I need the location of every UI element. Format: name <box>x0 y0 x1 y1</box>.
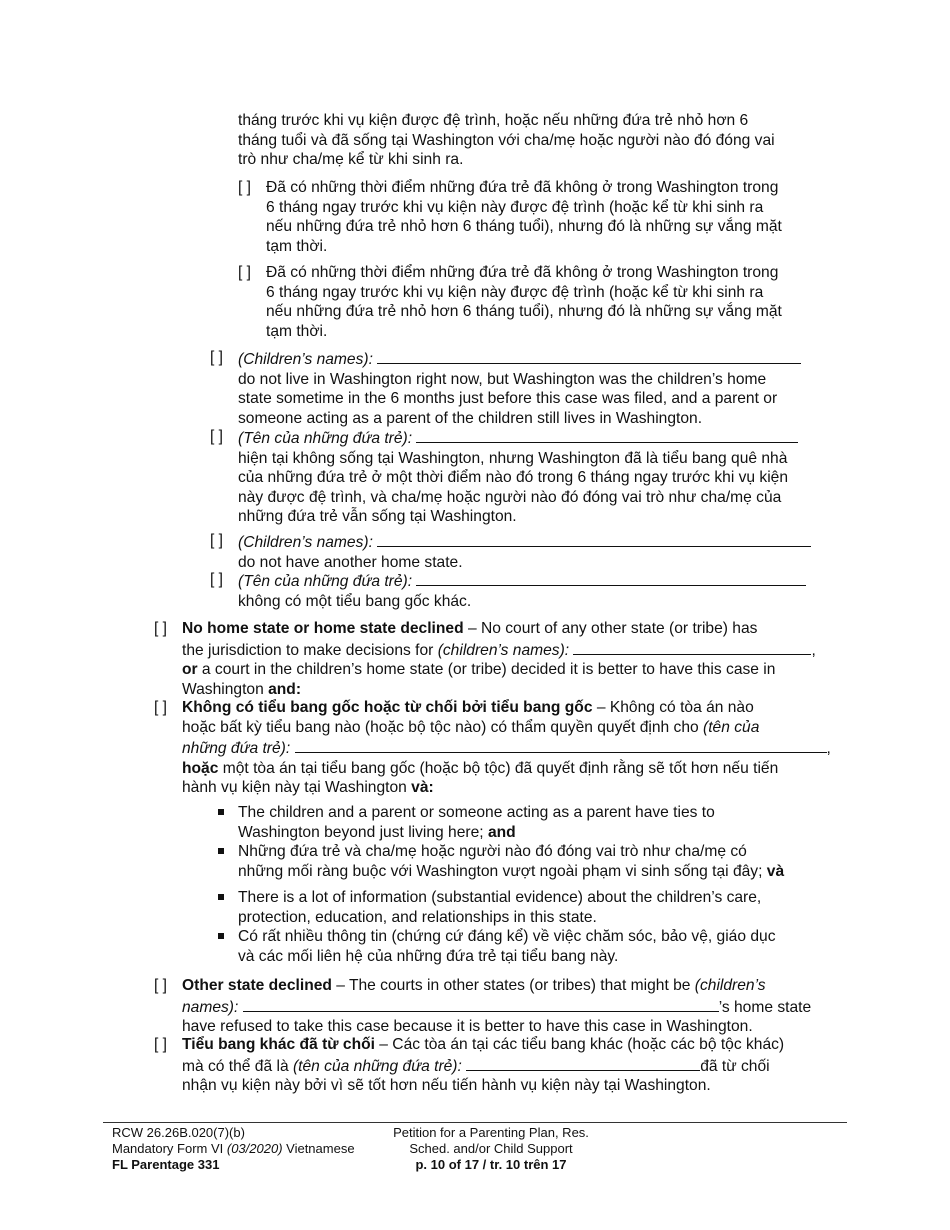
text-line: do not live in Washington right now, but Washington was the children’s home <box>238 370 767 388</box>
text-line: have refused to take this case because it is better to have this case in Washington. <box>182 1018 753 1035</box>
no-home-state-en-checkbox[interactable]: [ ] <box>154 620 167 637</box>
text-line: tạm thời. <box>266 237 328 255</box>
text-line: Những đứa trẻ và cha/mẹ hoặc người nào đó đóng vai trò như cha/mẹ có <box>238 843 747 860</box>
footer-center <box>360 1125 622 1173</box>
children-names-field[interactable] <box>573 639 811 655</box>
text-run: – No court of any other state (or tribe) has <box>463 620 758 637</box>
children-names-field[interactable] <box>466 1055 700 1071</box>
section-title: Tiểu bang khác đã từ chối <box>182 1036 375 1053</box>
text-run: Washington beyond just living here; <box>238 823 488 841</box>
text-run: và: <box>411 779 434 796</box>
no-home-state-en: No home state or home state declined – No court of any other state (or tribe) has the jurisdiction to make decisions for (children’s names): , or a court in the children’s home state (or tribe) decided it is better to have this case in Washington and: <box>182 620 816 698</box>
children-names-label: (children’s names): <box>437 641 570 659</box>
bullet-icon <box>218 809 224 815</box>
text-line: do not have another home state. <box>238 553 463 571</box>
text-run: and <box>487 823 516 841</box>
bullet-icon <box>218 933 224 939</box>
no-home-state-vi: Không có tiểu bang gốc hoặc từ chối bởi tiểu bang gốc – Không có tòa án nào hoặc bất kỳ tiểu bang nào (hoặc bộ tộc nào) có thẩm quyền quyết định cho (tên của những đứa trẻ): , hoặc một tòa án tại tiểu bang gốc (hoặc bộ tộc) đã quyết định rằng sẽ tốt hơn nếu tiến hành vụ kiện này tại Washington và: <box>182 699 831 796</box>
text-line: tạm thời. <box>266 322 328 340</box>
home-state-en-checkbox[interactable]: [ ] <box>210 349 223 366</box>
footer-rcw: RCW 26.26B.020(7)(b) <box>112 1125 245 1140</box>
children-names-field[interactable] <box>295 737 827 753</box>
text-run: (tên của <box>703 718 760 736</box>
bullet-4 <box>238 927 776 966</box>
section-title: Other state declined <box>182 977 332 994</box>
text-run: – Không có tòa án nào <box>592 699 754 716</box>
text-run: Vietnamese <box>282 1141 355 1156</box>
text-run: hoặc bất kỳ tiểu bang nào (hoặc bộ tộc nào) có thẩm quyền quyết định cho <box>182 718 704 736</box>
no-other-vi-checkbox[interactable]: [ ] <box>210 571 223 588</box>
text-line: The children and a parent or someone acting as a parent have ties to <box>238 804 715 821</box>
no-other-vi <box>238 570 838 611</box>
absence-2-checkbox[interactable]: [ ] <box>238 264 251 281</box>
absence-1-checkbox[interactable]: [ ] <box>238 179 251 196</box>
bullet-2 <box>238 842 784 881</box>
text-run: – Các tòa án tại các tiểu bang khác (hoặc các bộ tộc khác) <box>374 1036 785 1053</box>
text-run: và <box>766 862 785 880</box>
children-names-field[interactable] <box>243 996 719 1012</box>
intro-paragraph <box>238 111 775 170</box>
absence-2-text <box>266 263 782 341</box>
text-line: những đứa trẻ vẫn sống tại Washington. <box>238 508 517 525</box>
bullet-1 <box>238 803 715 842</box>
text-run: the jurisdiction to make decisions for <box>182 641 438 659</box>
children-names-field[interactable] <box>377 348 801 364</box>
footer-title-2: Sched. and/or Child Support <box>409 1141 573 1156</box>
text-line: tháng tuổi và đã sống tại Washington với cha/mẹ hoặc người nào đó đóng vai <box>238 131 775 149</box>
bullet-3 <box>238 888 761 927</box>
text-line: không có một tiểu bang gốc khác. <box>238 592 472 610</box>
section-title: No home state or home state declined <box>182 620 464 637</box>
other-state-declined-en <box>182 976 852 1037</box>
absence-1-text <box>266 178 782 256</box>
text-line: 6 tháng ngay trước khi vụ kiện này được đệ trình (hoặc kể từ khi sinh ra <box>266 283 764 301</box>
footer-left <box>112 1125 355 1173</box>
home-state-vi <box>238 427 848 527</box>
text-line: hiện tại không sống tại Washington, nhưng Washington đã là tiểu bang quê nhà <box>238 449 788 467</box>
home-state-en <box>238 348 838 428</box>
other-state-declined-vi <box>182 1035 852 1096</box>
text-line: There is a lot of information (substantial evidence) about the children’s care, <box>238 889 762 906</box>
children-names-label: (tên của những đứa trẻ): <box>292 1057 462 1075</box>
text-line: Đã có những thời điểm những đứa trẻ đã không ở trong Washington trong <box>266 179 779 196</box>
text-run: a court in the children’s home state (or tribe) decided it is better to have this case in <box>197 661 776 678</box>
text-run: – The courts in other states (or tribes) that might be <box>331 977 695 994</box>
text-run: Mandatory Form VI <box>112 1141 227 1156</box>
footer-title-1: Petition for a Parenting Plan, Res. <box>393 1125 589 1140</box>
text-run: hành vụ kiện này tại Washington <box>182 779 412 796</box>
children-names-field[interactable] <box>416 570 806 586</box>
children-names-label: (Tên của những đứa trẻ): <box>238 573 413 590</box>
other-state-vi-checkbox[interactable]: [ ] <box>154 1036 167 1053</box>
children-names-label: những đứa trẻ): <box>182 740 291 757</box>
section-title: Không có tiểu bang gốc hoặc từ chối bởi tiểu bang gốc <box>182 699 593 716</box>
children-names-label: (Children’s names): <box>238 534 373 551</box>
text-run: đã từ chối <box>700 1057 770 1075</box>
text-line: này được đệ trình, và cha/mẹ hoặc người nào đó đóng vai trò như cha/mẹ của <box>238 488 782 506</box>
children-names-field[interactable] <box>416 427 798 443</box>
text-run: hoặc <box>182 759 219 777</box>
text-run: một tòa án tại tiểu bang gốc (hoặc bộ tộc) đã quyết định rằng sẽ tốt hơn nếu tiến <box>218 759 779 777</box>
text-run: (03/2020) <box>226 1141 283 1156</box>
children-names-label: (Children’s names): <box>238 351 373 368</box>
text-run: or <box>182 661 198 678</box>
bullet-icon <box>218 848 224 854</box>
text-line: 6 tháng ngay trước khi vụ kiện này được đệ trình (hoặc kể từ khi sinh ra <box>266 198 764 216</box>
no-home-state-vi-checkbox[interactable]: [ ] <box>154 699 167 716</box>
footer-divider <box>103 1122 847 1123</box>
text-run: ’s home state <box>718 998 812 1016</box>
no-other-en-checkbox[interactable]: [ ] <box>210 532 223 549</box>
footer-form-id: FL Parentage 331 <box>112 1157 220 1172</box>
page-number: p. 10 of 17 / tr. 10 trên 17 <box>415 1157 567 1172</box>
text-line: protection, education, and relationships in this state. <box>238 908 597 926</box>
no-other-en <box>238 531 838 572</box>
other-state-en-checkbox[interactable]: [ ] <box>154 977 167 994</box>
text-run: (children’s <box>694 977 766 994</box>
bullet-icon <box>218 894 224 900</box>
text-line: nếu những đứa trẻ nhỏ hơn 6 tháng tuổi), nhưng đó là những sự vắng mặt <box>266 218 782 235</box>
text-line: nếu những đứa trẻ nhỏ hơn 6 tháng tuổi), nhưng đó là những sự vắng mặt <box>266 303 782 320</box>
text-run: những mối ràng buộc với Washington vượt ngoài phạm vi sinh sống tại đây; <box>238 862 767 880</box>
text-line: trò như cha/mẹ kể từ khi sinh ra. <box>238 151 464 168</box>
text-line: state sometime in the 6 months just before this case was filed, and a parent or <box>238 390 778 407</box>
text-line: Đã có những thời điểm những đứa trẻ đã không ở trong Washington trong <box>266 264 779 281</box>
text-line: tháng trước khi vụ kiện được đệ trình, hoặc nếu những đứa trẻ nhỏ hơn 6 <box>238 112 749 129</box>
text-run: and: <box>268 680 302 698</box>
text-line: và các mối liên hệ của những đứa trẻ tại tiểu bang này. <box>238 947 619 965</box>
text-line: nhận vụ kiện này bởi vì sẽ tốt hơn nếu tiến hành vụ kiện này tại Washington. <box>182 1077 711 1094</box>
text-line: của những đứa trẻ ở một thời điểm nào đó trong 6 tháng ngay trước khi vụ kiện <box>238 469 789 486</box>
text-line: Có rất nhiều thông tin (chứng cứ đáng kể) về việc chăm sóc, bảo vệ, giáo dục <box>238 928 776 945</box>
text-run: mà có thể đã là <box>182 1057 293 1075</box>
children-names-field[interactable] <box>377 531 811 547</box>
children-names-label: (Tên của những đứa trẻ): <box>238 430 413 447</box>
text-line: someone acting as a parent of the children still lives in Washington. <box>238 409 703 427</box>
children-names-label: names): <box>182 998 239 1016</box>
home-state-vi-checkbox[interactable]: [ ] <box>210 428 223 445</box>
text-run: Washington <box>182 680 269 698</box>
